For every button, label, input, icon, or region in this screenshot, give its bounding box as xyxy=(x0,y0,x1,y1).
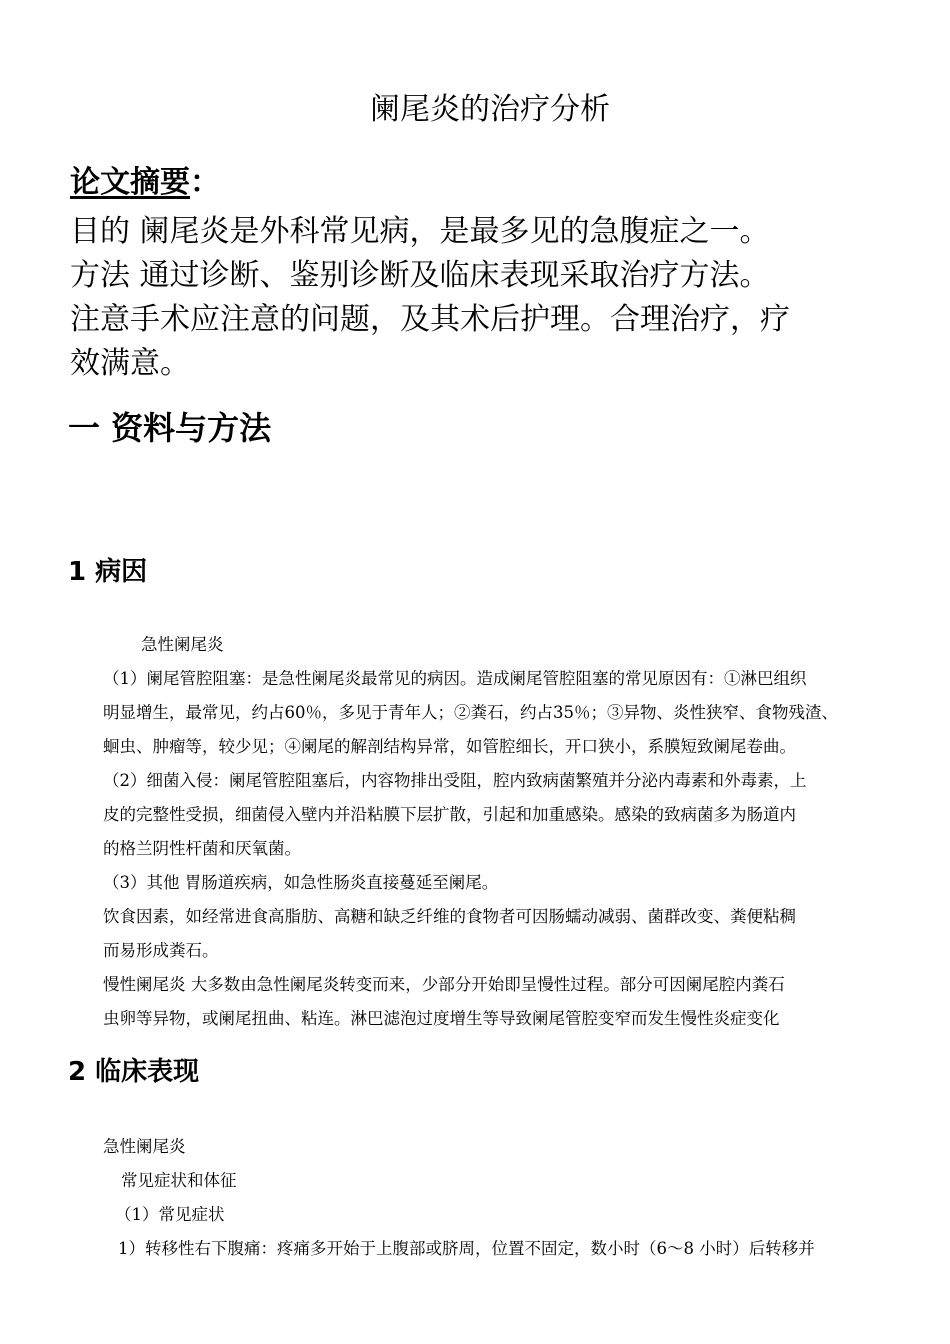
subsection-heading-clinical-manifestations: 2 临床表现 xyxy=(68,1057,200,1087)
paragraph-line: 而易形成粪石。 xyxy=(103,941,219,960)
paragraph-line: 的格兰阴性杆菌和厌氧菌。 xyxy=(103,839,301,858)
etiology-body xyxy=(103,628,888,1036)
document-title: 阑尾炎的治疗分析 xyxy=(370,92,610,127)
paragraph-line: 皮的完整性受损，细菌侵入壁内并沿粘膜下层扩散，引起和加重感染。感染的致病菌多为肠道内 xyxy=(103,805,796,824)
paragraph-line: 慢性阑尾炎 大多数由急性阑尾炎转变而来，少部分开始即呈慢性过程。部分可因阑尾腔内粪石 xyxy=(103,975,785,994)
paragraph-line: （1）常见症状 xyxy=(115,1205,225,1224)
paragraph-line: （3）其他 胃肠道疾病，如急性肠炎直接蔓延至阑尾。 xyxy=(103,873,499,892)
paragraph-line: 1）转移性右下腹痛：疼痛多开始于上腹部或脐周，位置不固定，数小时（6～8 小时）后转移并 xyxy=(118,1239,815,1258)
clinical-body xyxy=(103,1130,888,1266)
subsection-heading-etiology: 1 病因 xyxy=(68,557,148,587)
abstract-heading-label: 论文摘要 xyxy=(70,165,190,200)
abstract-line: 目的 阑尾炎是外科常见病，是最多见的急腹症之一。 xyxy=(70,214,770,249)
abstract-line: 效满意。 xyxy=(70,346,190,381)
abstract-heading xyxy=(70,163,220,203)
paragraph-line: 明显增生，最常见，约占60％，多见于青年人；②粪石，约占35％；③异物、炎性狭窄、食物残渣、 xyxy=(103,703,838,722)
abstract-line: 注意手术应注意的问题，及其术后护理。合理治疗，疗 xyxy=(70,302,790,337)
abstract-heading-colon: ： xyxy=(190,165,220,200)
paragraph-line: 饮食因素，如经常进食高脂肪、高糖和缺乏纤维的食物者可因肠蠕动减弱、菌群改变、粪便粘稠 xyxy=(103,907,796,926)
paragraph-line: （1）阑尾管腔阻塞：是急性阑尾炎最常见的病因。造成阑尾管腔阻塞的常见原因有：①淋巴组织 xyxy=(103,669,807,688)
paragraph-line: 常见症状和体征 xyxy=(121,1171,237,1190)
paragraph-line: 急性阑尾炎 xyxy=(103,1137,186,1156)
abstract-line: 方法 通过诊断、鉴别诊断及临床表现采取治疗方法。 xyxy=(70,258,770,293)
paragraph-line: （2）细菌入侵：阑尾管腔阻塞后，内容物排出受阻，腔内致病菌繁殖并分泌内毒素和外毒素，上 xyxy=(103,771,807,790)
section-heading-materials-methods: 一 资料与方法 xyxy=(68,409,272,447)
paragraph-line: 虫卵等异物，或阑尾扭曲、粘连。淋巴滤泡过度增生等导致阑尾管腔变窄而发生慢性炎症变化 xyxy=(103,1009,780,1028)
paragraph-line: 蛔虫、肿瘤等，较少见；④阑尾的解剖结构异常，如管腔细长，开口狭小，系膜短致阑尾卷曲。 xyxy=(103,737,796,756)
paragraph-line: 急性阑尾炎 xyxy=(141,635,224,654)
abstract-body xyxy=(70,210,920,386)
